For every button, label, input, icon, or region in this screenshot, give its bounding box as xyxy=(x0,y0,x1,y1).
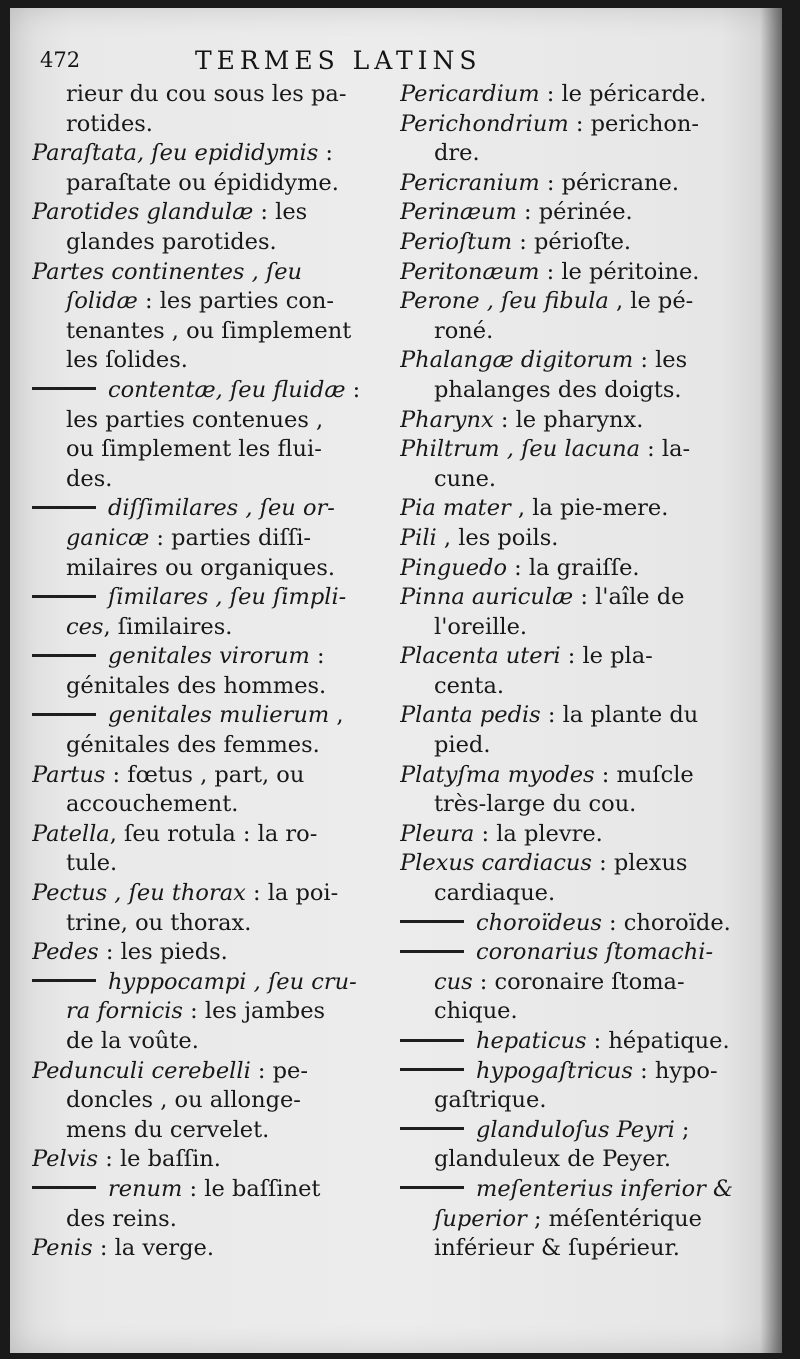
text-line xyxy=(32,435,382,465)
french-gloss: : les parties con- xyxy=(137,288,334,315)
text-line xyxy=(32,494,382,524)
latin-term: Pinna auriculæ xyxy=(400,584,574,611)
latin-term: coronarius ſtomachi- xyxy=(476,939,714,966)
latin-term: Pelvis xyxy=(32,1146,99,1173)
line-text: trine, ou thorax. xyxy=(66,909,252,936)
text-line xyxy=(400,997,755,1027)
french-gloss: : la plevre. xyxy=(474,820,603,847)
latin-term: Pedunculi cerebelli xyxy=(32,1057,251,1084)
text-line xyxy=(32,583,382,613)
latin-term: genitales virorum xyxy=(108,643,310,670)
french-gloss: , xyxy=(329,702,344,729)
french-gloss: : le baſſinet xyxy=(182,1175,321,1202)
latin-term: Planta pedis xyxy=(400,702,541,729)
text-line xyxy=(400,583,755,613)
line-text: génitales des hommes. xyxy=(66,672,327,699)
text-line xyxy=(32,406,382,436)
text-line xyxy=(32,968,382,998)
line-text: très-large du cou. xyxy=(434,791,637,818)
line-text: inférieur & ſupérieur. xyxy=(434,1235,680,1262)
french-gloss: : perichon- xyxy=(568,110,700,137)
text-line xyxy=(32,80,382,110)
line-text: génitales des femmes. xyxy=(66,732,320,759)
text-line xyxy=(32,849,382,879)
text-line xyxy=(32,997,382,1027)
text-line xyxy=(400,317,755,347)
line-text: milaires ou organiques. xyxy=(66,554,336,581)
text-line xyxy=(400,1057,755,1087)
latin-term: Perone , ſeu fibula xyxy=(400,288,609,315)
text-line xyxy=(400,465,755,495)
running-title: TERMES LATINS xyxy=(195,46,482,75)
line-text: les ſolides. xyxy=(66,347,188,374)
latin-term: Pedes xyxy=(32,939,99,966)
latin-term: Phalangæ digitorum xyxy=(400,347,634,374)
latin-term: Peritonæum xyxy=(400,258,540,285)
line-text: rieur du cou sous les pa- xyxy=(66,81,347,107)
text-line xyxy=(400,701,755,731)
line-text: accouchement. xyxy=(66,791,239,818)
text-line xyxy=(400,346,755,376)
text-line xyxy=(400,198,755,228)
repeat-dash xyxy=(400,920,464,923)
line-text: cune. xyxy=(434,465,497,492)
text-line xyxy=(32,376,382,406)
french-gloss: : hypo- xyxy=(632,1057,718,1084)
text-line xyxy=(32,701,382,731)
french-gloss: : l'aîle de xyxy=(573,584,685,611)
text-line xyxy=(32,139,382,169)
text-line xyxy=(400,613,755,643)
latin-term: Plexus cardiacus xyxy=(400,850,592,877)
latin-term: hypogaſtricus xyxy=(476,1057,633,1084)
text-line xyxy=(32,554,382,584)
text-line xyxy=(400,1234,755,1264)
line-text: tenantes , ou ſimplement xyxy=(66,317,352,344)
repeat-dash xyxy=(32,654,96,657)
line-text: tule. xyxy=(66,850,118,877)
latin-term: hepaticus xyxy=(476,1028,587,1054)
latin-term: genitales mulierum xyxy=(108,702,330,729)
text-line xyxy=(400,228,755,258)
text-line xyxy=(400,169,755,199)
line-text: paraſtate ou épididyme. xyxy=(66,169,339,196)
french-gloss: : la graiſſe. xyxy=(507,554,640,581)
repeat-dash xyxy=(400,1127,464,1130)
text-line xyxy=(32,642,382,672)
latin-term: Placenta uteri xyxy=(400,643,561,670)
latin-term: choroïdeus xyxy=(476,909,602,936)
text-line xyxy=(400,879,755,909)
text-line xyxy=(32,909,382,939)
left-column xyxy=(32,80,382,1264)
text-line xyxy=(32,169,382,199)
french-gloss: : le pharynx. xyxy=(493,406,644,433)
french-gloss: : muſcle xyxy=(594,761,694,788)
text-line xyxy=(400,642,755,672)
text-line xyxy=(400,849,755,879)
text-line xyxy=(400,1175,755,1205)
page-number: 472 xyxy=(40,48,81,72)
line-text: ou ſimplement les flui- xyxy=(66,436,322,463)
text-line xyxy=(400,968,755,998)
text-line xyxy=(400,435,755,465)
repeat-dash xyxy=(400,1039,464,1042)
line-text: l'oreille. xyxy=(434,613,528,640)
text-line xyxy=(400,287,755,317)
text-line xyxy=(32,1027,382,1057)
line-text: chique. xyxy=(434,998,518,1025)
text-line xyxy=(32,317,382,347)
line-text: glanduleux de Peyer. xyxy=(434,1146,672,1173)
text-line xyxy=(400,820,755,850)
text-line xyxy=(32,465,382,495)
latin-term: ces xyxy=(66,613,104,640)
latin-term: Pili xyxy=(400,524,437,551)
text-line xyxy=(400,1145,755,1175)
text-line xyxy=(400,1205,755,1235)
french-gloss: : les jambes xyxy=(182,998,326,1025)
repeat-dash xyxy=(32,506,96,509)
right-column xyxy=(400,80,755,1264)
text-line xyxy=(400,1027,755,1057)
line-text: glandes parotides. xyxy=(66,228,277,255)
french-gloss: : péricrane. xyxy=(539,169,679,196)
text-line xyxy=(400,790,755,820)
text-line xyxy=(32,287,382,317)
latin-term: Paraſtata, ſeu epididymis xyxy=(32,140,319,167)
french-gloss: : plexus xyxy=(591,850,688,877)
line-text: les parties contenues , xyxy=(66,406,324,433)
french-gloss: : pe- xyxy=(250,1057,308,1084)
text-line xyxy=(400,80,755,110)
french-gloss: : les pieds. xyxy=(98,939,228,966)
text-line xyxy=(32,790,382,820)
line-text: centa. xyxy=(434,672,505,699)
latin-term: Platyſma myodes xyxy=(400,761,595,788)
latin-term: Pia mater xyxy=(400,495,511,522)
text-line xyxy=(32,1086,382,1116)
text-line xyxy=(32,672,382,702)
latin-term: Pinguedo xyxy=(400,554,507,581)
french-gloss: : hépatique. xyxy=(586,1028,730,1054)
line-text: pied. xyxy=(434,732,491,759)
text-line xyxy=(32,879,382,909)
french-gloss: : la- xyxy=(640,436,691,463)
french-gloss: : périoſte. xyxy=(512,228,632,255)
latin-term: cus xyxy=(434,968,473,995)
latin-term: meſenterius inferior & xyxy=(476,1175,734,1202)
french-gloss: : xyxy=(318,140,333,167)
text-line xyxy=(400,406,755,436)
text-line xyxy=(400,139,755,169)
french-gloss: , ſeu rotula : la ro- xyxy=(109,820,318,847)
latin-term: contentæ, ſeu fluidæ xyxy=(108,376,346,403)
text-line xyxy=(32,110,382,140)
text-line xyxy=(32,761,382,791)
page-gutter-shadow xyxy=(760,8,782,1353)
latin-term: ganicæ xyxy=(66,524,150,551)
text-line xyxy=(400,376,755,406)
text-line xyxy=(32,346,382,376)
latin-term: Pharynx xyxy=(400,406,494,433)
text-line xyxy=(32,228,382,258)
text-line xyxy=(400,731,755,761)
french-gloss: : xyxy=(345,376,361,403)
repeat-dash xyxy=(400,1186,464,1189)
text-line xyxy=(32,731,382,761)
latin-term: hyppocampi , ſeu cru- xyxy=(108,968,357,995)
text-line xyxy=(32,820,382,850)
french-gloss: : la poi- xyxy=(245,880,339,907)
text-line xyxy=(400,672,755,702)
latin-term: glanduloſus Peyri xyxy=(476,1116,675,1143)
repeat-dash xyxy=(400,950,464,953)
text-line xyxy=(32,1116,382,1146)
french-gloss: : fœtus , part, ou xyxy=(105,761,305,788)
text-line xyxy=(400,761,755,791)
line-text: roné. xyxy=(434,317,494,344)
french-gloss: : le péricarde. xyxy=(539,81,707,107)
text-line xyxy=(32,198,382,228)
line-text: doncles , ou allonge- xyxy=(66,1087,301,1114)
latin-term: Pericardium xyxy=(400,81,540,107)
french-gloss: , ſimilaires. xyxy=(103,613,233,640)
french-gloss: : le pla- xyxy=(560,643,653,670)
text-line xyxy=(400,938,755,968)
line-text: dre. xyxy=(434,140,480,167)
text-line xyxy=(32,1145,382,1175)
text-line xyxy=(32,1175,382,1205)
repeat-dash xyxy=(32,713,96,716)
latin-term: ſimilares , ſeu ſimpli- xyxy=(108,584,347,611)
french-gloss: ; xyxy=(674,1116,690,1143)
french-gloss: , la pie-mere. xyxy=(510,495,669,522)
french-gloss: : les xyxy=(253,199,308,226)
french-gloss: : le péritoine. xyxy=(539,258,700,285)
line-text: de la voûte. xyxy=(66,1028,199,1054)
latin-term: Pectus , ſeu thorax xyxy=(32,880,246,907)
text-line xyxy=(400,909,755,939)
line-text: cardiaque. xyxy=(434,880,556,907)
latin-term: ſolidæ xyxy=(66,288,138,315)
repeat-dash xyxy=(32,387,96,390)
latin-term: ra fornicis xyxy=(66,998,183,1025)
repeat-dash xyxy=(32,979,96,982)
latin-term: diſſimilares , ſeu or- xyxy=(108,495,335,522)
french-gloss: : coronaire ſtoma- xyxy=(472,968,685,995)
text-line xyxy=(32,1057,382,1087)
repeat-dash xyxy=(32,1186,96,1189)
latin-term: Pleura xyxy=(400,820,475,847)
repeat-dash xyxy=(32,595,96,598)
line-text: mens du cervelet. xyxy=(66,1116,270,1143)
latin-term: Partus xyxy=(32,761,106,788)
latin-term: Parotides glandulæ xyxy=(32,199,254,226)
text-line xyxy=(32,524,382,554)
latin-term: Philtrum , ſeu lacuna xyxy=(400,436,640,463)
french-gloss: : choroïde. xyxy=(601,909,731,936)
text-line xyxy=(400,258,755,288)
line-text: phalanges des doigts. xyxy=(434,376,682,403)
french-gloss: : parties diſſi- xyxy=(149,524,312,551)
text-line xyxy=(32,938,382,968)
text-line xyxy=(400,1116,755,1146)
french-gloss: : le baſſin. xyxy=(98,1146,221,1173)
line-text: des. xyxy=(66,465,113,492)
french-gloss: : xyxy=(309,643,325,670)
text-line xyxy=(32,258,382,288)
book-page xyxy=(10,8,782,1353)
latin-term: Penis xyxy=(32,1235,93,1262)
latin-term: Perichondrium xyxy=(400,110,569,137)
latin-term: renum xyxy=(108,1175,183,1202)
line-text: rotides. xyxy=(66,110,153,137)
line-text: gaſtrique. xyxy=(434,1087,547,1114)
latin-term: Patella xyxy=(32,820,110,847)
line-text: des reins. xyxy=(66,1205,177,1232)
french-gloss: , le pé- xyxy=(608,288,694,315)
text-line xyxy=(32,1234,382,1264)
french-gloss: : la verge. xyxy=(92,1235,214,1262)
text-line xyxy=(400,494,755,524)
french-gloss: : les xyxy=(633,347,688,374)
text-line xyxy=(400,1086,755,1116)
repeat-dash xyxy=(400,1068,464,1071)
latin-term: Perinæum xyxy=(400,199,517,226)
latin-term: Partes continentes , ſeu xyxy=(32,258,303,285)
text-line xyxy=(400,524,755,554)
text-line xyxy=(32,1205,382,1235)
latin-term: Perioſtum xyxy=(400,228,513,255)
latin-term: ſuperior xyxy=(434,1205,527,1232)
french-gloss: : la plante du xyxy=(540,702,699,729)
french-gloss: ; méſentérique xyxy=(526,1205,702,1232)
text-line xyxy=(400,554,755,584)
french-gloss: : périnée. xyxy=(516,199,633,226)
latin-term: Pericranium xyxy=(400,169,540,196)
text-line xyxy=(32,613,382,643)
french-gloss: , les poils. xyxy=(436,524,559,551)
text-line xyxy=(400,110,755,140)
